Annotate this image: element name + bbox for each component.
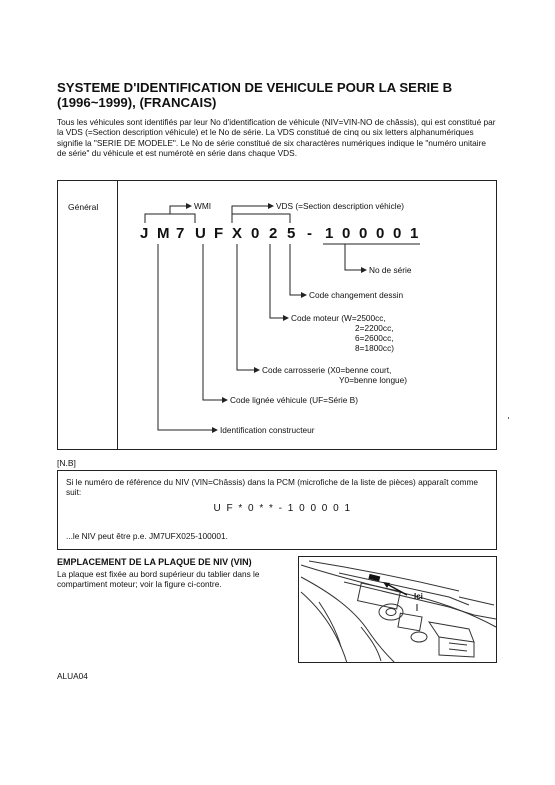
plate-heading: EMPLACEMENT DE LA PLAQUE DE NIV (VIN): [57, 557, 252, 567]
margin-mark: [508, 417, 509, 419]
changement-leader: [290, 244, 301, 295]
lignee-leader: [203, 244, 222, 400]
moteur-2-label: 2=2200cc,: [355, 323, 394, 333]
wmi-label: WMI: [194, 201, 212, 211]
vin-char: M: [157, 225, 170, 242]
vin-char: 0: [393, 225, 402, 242]
footer-code: ALUA04: [57, 671, 88, 681]
vin-char: 0: [359, 225, 368, 242]
vds-label: VDS (=Section description véhicle): [276, 201, 404, 211]
identification-label: Identification constructeur: [220, 425, 315, 435]
figure-label-ici: Ici: [414, 592, 423, 601]
code-carrosserie-label: Code carrosserie (X0=benne court,: [262, 365, 392, 375]
arrow-head: [301, 292, 307, 298]
nb-label: [N.B]: [57, 458, 76, 468]
code-lignee-label: Code lignée véhicule (UF=Série B): [230, 395, 358, 405]
carrosserie-leader: [237, 244, 254, 370]
wmi-leader: [170, 206, 186, 214]
page-title: SYSTEME D'IDENTIFICATION DE VEHICULE POUR LA SERIE B (1996~1999), (FRANCAIS): [57, 80, 453, 110]
arrow-head: [283, 315, 289, 321]
vin-char: 0: [251, 225, 260, 242]
identification-leader: [158, 244, 212, 430]
no-serie-label: No de série: [369, 265, 412, 275]
nb-pattern: U F * 0 * * - 1 0 0 0 0 1: [213, 503, 352, 514]
moteur-leader: [270, 244, 283, 318]
vin-char: 2: [269, 225, 278, 242]
moteur-8-label: 8=1800cc): [355, 343, 394, 353]
vin-char: 0: [342, 225, 351, 242]
vin-char: J: [140, 225, 149, 242]
carrosserie-y0-label: Y0=benne longue): [339, 375, 408, 385]
arrow-head: [361, 267, 367, 273]
intro-paragraph: Tous les véhicules sont identifiés par leur No d'identification de véhicule (NIV=VIN-NO de châssis), qui est constitué par la VDS (=Section description véhicule) et le No de série. La VDS constitué de cinq ou six letters alphanumériques signifie la "SERIE DE MODELE". Le No de série constitué de six charactères numériques indique le "numéro unitaire de série" du véhicule et est numérotè en série dans chaque VDS.: [57, 117, 496, 159]
arrow-head: [254, 367, 260, 373]
moteur-6-label: 6=2600cc,: [355, 333, 394, 343]
nb-text: Si le numéro de référence du NIV (VIN=Châssis) dans la PCM (microfiche de la liste de pièces) apparaît comme suit:: [66, 477, 479, 498]
code-changement-label: Code changement dessin: [309, 290, 404, 300]
vin-char: 7: [176, 225, 185, 242]
vin-char: 1: [410, 225, 419, 242]
arrow-head: [186, 203, 192, 209]
vds-leader: [232, 206, 268, 214]
plate-text: La plaque est fixée au bord supérieur du tablier dans le compartiment moteur; voir la figure ci-contre.: [57, 569, 260, 590]
nb-example: ...le NIV peut être p.e. JM7UFX025-100001.: [66, 531, 228, 541]
general-label: Général: [68, 202, 99, 212]
vin-char: 0: [376, 225, 385, 242]
vin-char: X: [232, 225, 243, 242]
arrow-head: [268, 203, 274, 209]
engine-bay-figure: [298, 556, 497, 663]
arrow-head: [222, 397, 228, 403]
vin-char: -: [307, 225, 312, 242]
vin-char: 5: [287, 225, 296, 242]
vin-char: 1: [325, 225, 334, 242]
arrow-head: [212, 427, 218, 433]
wmi-bracket: [145, 214, 195, 223]
code-moteur-label: Code moteur (W=2500cc,: [291, 313, 386, 323]
engine-bay-illustration: [299, 557, 497, 663]
serie-leader: [345, 244, 361, 270]
vds-bracket: [232, 214, 290, 223]
vin-char: U: [195, 225, 206, 242]
vin-char: F: [214, 225, 224, 242]
